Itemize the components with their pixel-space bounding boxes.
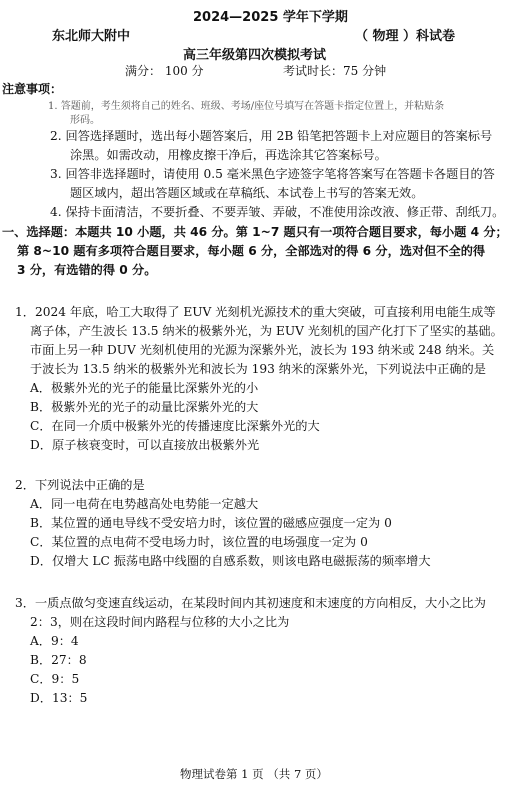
q1-stem-line: 1．2024 年底，哈工大取得了 EUV 光刻机光源技术的重大突破，可直接利用电能生成等: [15, 305, 496, 319]
school-name: 东北师大附中: [52, 29, 131, 44]
q1-stem-line: 离子体，产生波长 13.5 纳米的极紫外光，为 EUV 光刻机的国产化打下了坚实的基础。: [30, 324, 503, 338]
q3-stem-line: 3．一质点做匀变速直线运动，在某段时间内其初速度和末速度的方向相反，大小之比为: [15, 596, 486, 610]
q3-option-d: D．13：5: [30, 691, 88, 705]
q1-option-d: D．原子核衰变时，可以直接放出极紫外光: [30, 438, 260, 452]
subject-label: （ 物理 ）科试卷: [355, 29, 456, 44]
notice-item-1: 1. 答题前，考生须将自己的姓名、班级、考场/座位号填写在答题卡指定位置上，并粘贴条: [48, 101, 445, 112]
q1-stem-line: 市面上另一种 DUV 光刻机使用的光源为深紫外光，波长为 193 纳米或 248 纳米。关: [30, 343, 495, 357]
q3-option-b: B．27：8: [30, 653, 87, 667]
q3-stem-line: 2：3，则在这段时间内路程与位移的大小之比为: [30, 615, 290, 629]
notice-item-3: 3. 回答非选择题时，请使用 0.5 毫米黑色字迹签字笔将答案写在答题卡各题目的答: [50, 167, 495, 181]
q3-option-c: C．9：5: [30, 672, 80, 686]
q2-option-d: D．仅增大 LC 振荡电路中线圈的自感系数，则该电路电磁振荡的频率增大: [30, 554, 431, 568]
section1-line-1: 一、选择题：本题共 10 小题，共 46 分。第 1~7 题只有一项符合题目要求，每小题 4 分；: [2, 225, 508, 239]
q1-stem-line: 于波长为 13.5 纳米的极紫外光和波长为 193 纳米的深紫外光，下列说法中正确的是: [30, 362, 486, 376]
q2-option-a: A．同一电荷在电势越高处电势能一定越大: [30, 497, 259, 511]
exam-title: 高三年级第四次模拟考试: [183, 48, 327, 63]
q2-option-b: B．某位置的通电导线不受安培力时，该位置的磁感应强度一定为 0: [30, 516, 392, 530]
q2-stem: 2．下列说法中正确的是: [15, 478, 145, 492]
full-score: 满分： 100 分: [125, 64, 204, 78]
exam-time: 考试时长：75 分钟: [283, 64, 387, 78]
school-year: 2024—2025 学年下学期: [193, 10, 348, 25]
q1-option-c: C．在同一介质中极紫外光的传播速度比深紫外光的大: [30, 419, 320, 433]
q3-option-a: A．9：4: [30, 634, 79, 648]
notice-item-4: 4. 保持卡面清洁，不要折叠、不要弄皱、弄破，不准使用涂改液、修正带、刮纸刀。: [50, 205, 505, 219]
notice-item-3-cont: 题区域内，超出答题区域或在草稿纸、本试卷上书写的答案无效。: [70, 186, 424, 200]
notice-title: 注意事项：: [2, 82, 63, 96]
notice-item-1-cont: 形码。: [70, 115, 100, 126]
notice-item-2: 2. 回答选择题时，选出每小题答案后，用 2B 铅笔把答题卡上对应题目的答案标号: [50, 129, 493, 143]
section1-line-3: 3 分，有选错的得 0 分。: [17, 263, 157, 277]
notice-item-2-cont: 涂黑。如需改动，用橡皮擦干净后，再选涂其它答案标号。: [70, 148, 387, 162]
section1-line-2: 第 8~10 题有多项符合题目要求，每小题 6 分，全部选对的得 6 分，选对但不全的得: [17, 244, 486, 258]
page-footer: 物理试卷第 1 页 （共 7 页）: [180, 767, 328, 781]
q1-option-b: B．极紫外光的光子的动量比深紫外光的大: [30, 400, 259, 414]
q2-option-c: C．某位置的点电荷不受电场力时，该位置的电场强度一定为 0: [30, 535, 368, 549]
q1-option-a: A．极紫外光的光子的能量比深紫外光的小: [30, 381, 259, 395]
